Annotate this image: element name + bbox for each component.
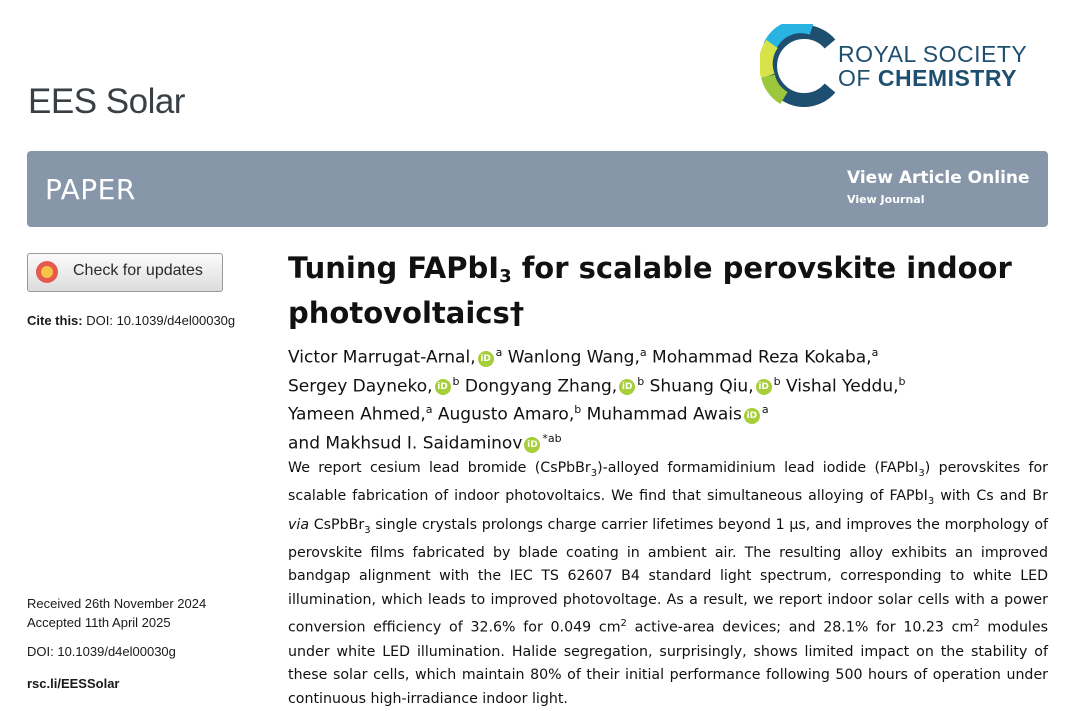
abstract-subscript: 3: [927, 496, 935, 508]
title-subscript: 3: [499, 266, 512, 287]
abstract-text: We report cesium lead bromide (CsPbBr: [288, 460, 591, 476]
cite-doi: DOI: 10.1039/d4el00030g: [82, 313, 236, 328]
cite-this: [27, 313, 235, 328]
crossmark-icon: [36, 261, 58, 283]
abstract-text: ) perovskites for scalable fabrication of indoor photovoltaics. We find that simultaneous alloying of FAPbI: [288, 460, 1048, 505]
rsc-logo-line1: ROYAL SOCIETY: [838, 41, 1028, 67]
author-name: Augusto Amaro,: [432, 404, 575, 425]
rsc-logo[interactable]: [760, 24, 1060, 114]
author-affiliation: b: [574, 403, 582, 417]
orcid-icon[interactable]: iD: [478, 351, 494, 367]
abstract-superscript: 2: [973, 618, 980, 630]
orcid-icon[interactable]: iD: [435, 379, 451, 395]
author-affiliation: a: [425, 403, 433, 417]
abstract-text: CsPbBr: [309, 516, 365, 533]
abstract-subscript: 3: [364, 524, 371, 536]
article-type: PAPER: [45, 173, 136, 206]
abstract-text: active-area devices; and 28.1% for 10.23 cm: [626, 620, 974, 637]
article-title: [288, 250, 1028, 332]
article-type-banner: [27, 151, 1048, 227]
abstract-superscript: 2: [620, 618, 627, 630]
orcid-icon[interactable]: iD: [744, 408, 760, 424]
cite-label: Cite this:: [27, 313, 83, 328]
author-affiliation: b: [773, 374, 781, 388]
crossmark-icon-inner: [41, 266, 53, 278]
orcid-icon[interactable]: iD: [756, 379, 772, 395]
author-name: Dongyang Zhang,: [459, 376, 618, 397]
rsc-logo-mark-icon: [760, 24, 836, 108]
journal-link[interactable]: rsc.li/EESSolar: [27, 676, 120, 691]
check-for-updates-label: Check for updates: [73, 262, 203, 279]
orcid-icon[interactable]: iD: [619, 379, 635, 395]
author-affiliation: a: [495, 346, 503, 359]
author-name: Muhammad Awais: [581, 404, 742, 425]
abstract-italic: via: [288, 516, 310, 533]
abstract: [288, 457, 1048, 711]
view-journal-link[interactable]: View Journal: [847, 193, 925, 206]
rsc-logo-of: OF: [838, 65, 878, 91]
doi: DOI: 10.1039/d4el00030g: [27, 644, 176, 659]
author-affiliation: a: [761, 403, 769, 417]
author-affiliation: b: [898, 374, 906, 388]
abstract-text: )-alloyed formamidinium lead iodide (FAPbI: [597, 460, 919, 476]
rsc-logo-line2: [838, 66, 1027, 90]
abstract-text: with Cs and Br: [934, 488, 1049, 505]
author-name: Victor Marrugat-Arnal,: [288, 347, 476, 368]
author-name: Vishal Yeddu,: [780, 376, 899, 397]
author-name: Shuang Qiu,: [644, 376, 754, 397]
author-affiliation: b: [637, 374, 645, 388]
rsc-logo-chemistry: CHEMISTRY: [877, 65, 1017, 91]
title-part2: for scalable perovskite indoor photovoltaics†: [288, 251, 1012, 330]
author-name: Yameen Ahmed,: [288, 404, 426, 425]
check-for-updates-button[interactable]: [27, 253, 223, 292]
received-date: Received 26th November 2024: [27, 596, 207, 611]
abstract-subscript: 3: [590, 467, 598, 479]
accepted-date: Accepted 11th April 2025: [27, 615, 171, 630]
author-list: [288, 341, 1048, 456]
view-article-online-link[interactable]: View Article Online: [847, 168, 1030, 188]
abstract-text: modules under white LED illumination. Halide segregation, surprisingly, shows limited impact on the stability of these solar cells, which maintain 80% of their initial performance following 500 hours of operation under continuous high-irradiance indoor light.: [288, 620, 1048, 707]
abstract-subscript: 3: [918, 467, 925, 479]
author-name: Mohammad Reza Kokaba,: [646, 347, 872, 368]
author-name: Sergey Dayneko,: [288, 376, 433, 397]
author-name: Wanlong Wang,: [502, 347, 640, 368]
orcid-icon[interactable]: iD: [524, 437, 540, 453]
journal-name: EES Solar: [28, 82, 185, 121]
rsc-logo-text: [838, 42, 1027, 90]
title-part1: Tuning FAPbI: [288, 251, 500, 285]
author-affiliation: a: [639, 346, 647, 359]
publication-dates: [27, 594, 206, 632]
author-affiliation: *ab: [542, 431, 562, 445]
author-affiliation: a: [871, 346, 879, 359]
author-affiliation: b: [452, 374, 460, 388]
author-name: and Makhsud I. Saidaminov: [288, 433, 523, 454]
abstract-text: single crystals prolongs charge carrier lifetimes beyond 1 μs, and improves the morphology of perovskite films fabricated by blade coating in ambient air. The resulting alloy exhibits an improved bandgap alignment with the IEC TS 62607 B4 standard light spectrum, corresponding to white LED illumination, which leads to improved photovoltage. As a result, we report indoor solar cells with a power conversion efficiency of 32.6% for 0.049 cm: [288, 516, 1048, 637]
